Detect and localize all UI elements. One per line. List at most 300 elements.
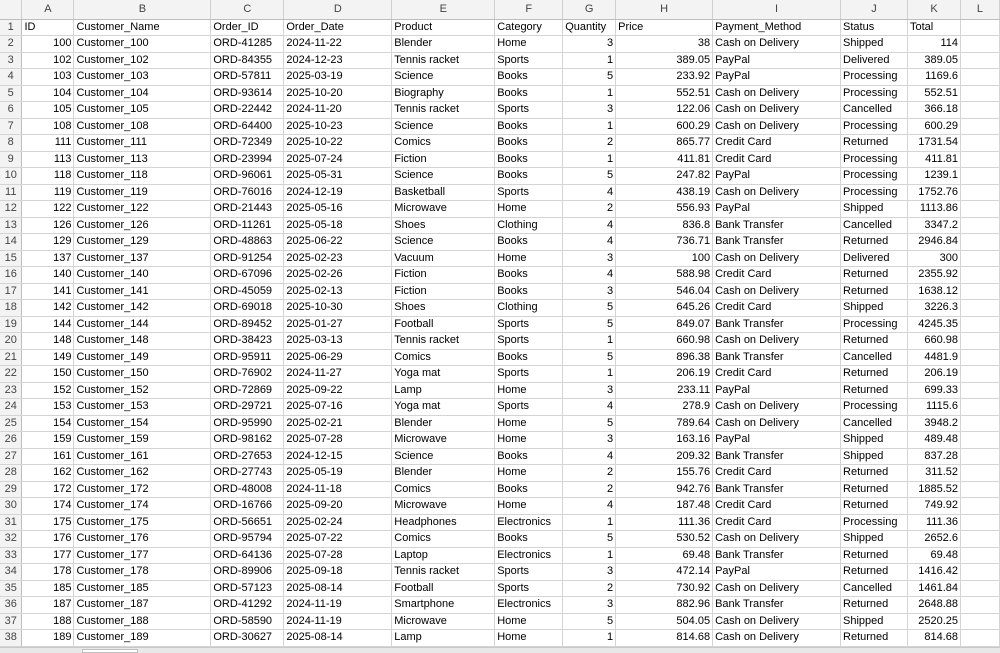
cell[interactable]: Returned [841,465,908,482]
row-header[interactable]: 22 [0,366,22,383]
cell[interactable]: Customer_104 [74,85,211,102]
cell[interactable]: 155.76 [616,465,713,482]
cell[interactable]: Home [495,630,563,647]
cell[interactable] [960,217,999,234]
column-header-d[interactable]: D [284,0,392,19]
cell[interactable]: 660.98 [616,333,713,350]
cell[interactable] [960,382,999,399]
cell[interactable]: 5 [563,613,616,630]
row-header[interactable]: 9 [0,151,22,168]
cell[interactable]: 3 [563,382,616,399]
cell[interactable]: Customer_102 [74,52,211,69]
cell[interactable]: Sports [495,184,563,201]
cell[interactable]: 2024-11-19 [284,597,392,614]
cell[interactable]: 1416.42 [908,564,961,581]
cell[interactable]: 172 [22,481,74,498]
cell[interactable]: 1 [563,118,616,135]
cell[interactable]: 438.19 [616,184,713,201]
cell[interactable]: 5 [563,415,616,432]
cell[interactable]: Books [495,267,563,284]
cell[interactable]: Customer_187 [74,597,211,614]
cell[interactable]: Customer_153 [74,399,211,416]
cell[interactable]: 2025-01-27 [284,316,392,333]
cell[interactable]: 814.68 [616,630,713,647]
cell[interactable]: Shipped [841,432,908,449]
cell[interactable]: 546.04 [616,283,713,300]
cell[interactable]: Clothing [495,300,563,317]
cell[interactable]: Home [495,613,563,630]
cell[interactable]: Customer_161 [74,448,211,465]
row-header[interactable]: 21 [0,349,22,366]
cell[interactable]: 837.28 [908,448,961,465]
cell[interactable]: 111 [22,135,74,152]
row-header[interactable]: 19 [0,316,22,333]
cell[interactable]: 149 [22,349,74,366]
cell[interactable]: Customer_154 [74,415,211,432]
row-header[interactable]: 17 [0,283,22,300]
cell[interactable]: 111.36 [908,514,961,531]
cell[interactable]: Lamp [392,382,495,399]
cell[interactable]: 2025-05-31 [284,168,392,185]
cell[interactable]: ORD-21443 [211,201,284,218]
cell[interactable]: Cash on Delivery [713,85,841,102]
cell[interactable]: Customer_137 [74,250,211,267]
row-header[interactable]: 32 [0,531,22,548]
cell[interactable]: 2025-07-28 [284,547,392,564]
cell[interactable]: Sports [495,366,563,383]
cell[interactable]: Cash on Delivery [713,250,841,267]
cell[interactable]: Processing [841,514,908,531]
cell[interactable]: ORD-57123 [211,580,284,597]
cell[interactable]: 472.14 [616,564,713,581]
cell[interactable]: 38 [616,36,713,53]
row-header[interactable]: 36 [0,597,22,614]
cell[interactable] [960,135,999,152]
cell[interactable]: Price [616,19,713,36]
cell[interactable]: 504.05 [616,613,713,630]
row-header[interactable]: 25 [0,415,22,432]
cell[interactable]: 2024-11-18 [284,481,392,498]
cell[interactable]: Cancelled [841,580,908,597]
cell[interactable]: 113 [22,151,74,168]
cell[interactable]: Yoga mat [392,366,495,383]
cell[interactable]: 2648.88 [908,597,961,614]
row-header[interactable]: 31 [0,514,22,531]
cell[interactable]: ORD-64400 [211,118,284,135]
cell[interactable]: ORD-89452 [211,316,284,333]
cell[interactable]: Shoes [392,300,495,317]
cell[interactable]: Cash on Delivery [713,399,841,416]
cell[interactable]: ORD-27653 [211,448,284,465]
cell[interactable] [960,547,999,564]
cell[interactable]: Home [495,415,563,432]
cell[interactable]: Returned [841,564,908,581]
cell[interactable]: Customer_148 [74,333,211,350]
cell[interactable]: 233.92 [616,69,713,86]
cell[interactable]: 411.81 [908,151,961,168]
cell[interactable]: Returned [841,366,908,383]
cell[interactable]: 2025-02-24 [284,514,392,531]
cell[interactable]: Processing [841,69,908,86]
cell[interactable]: 2024-11-19 [284,613,392,630]
cell[interactable]: 2024-11-27 [284,366,392,383]
cell[interactable]: Processing [841,85,908,102]
cell[interactable]: ORD-96061 [211,168,284,185]
row-header[interactable]: 30 [0,498,22,515]
cell[interactable]: 836.8 [616,217,713,234]
cell[interactable]: Science [392,168,495,185]
horizontal-scrollbar[interactable] [0,647,1000,653]
cell[interactable]: Books [495,283,563,300]
cell[interactable]: Processing [841,316,908,333]
cell[interactable]: Books [495,481,563,498]
cell[interactable]: ORD-76902 [211,366,284,383]
cell[interactable] [960,399,999,416]
cell[interactable]: 175 [22,514,74,531]
cell[interactable]: ORD-38423 [211,333,284,350]
cell[interactable]: Sports [495,333,563,350]
row-header[interactable]: 20 [0,333,22,350]
cell[interactable]: Microwave [392,201,495,218]
cell[interactable]: Shipped [841,531,908,548]
column-header-c[interactable]: C [211,0,284,19]
row-header[interactable]: 14 [0,234,22,251]
cell[interactable]: Credit Card [713,267,841,284]
row-header[interactable]: 6 [0,102,22,119]
cell[interactable]: Basketball [392,184,495,201]
cell[interactable]: 5 [563,168,616,185]
cell[interactable]: Bank Transfer [713,597,841,614]
cell[interactable]: 162 [22,465,74,482]
cell[interactable]: 100 [22,36,74,53]
cell[interactable]: 896.38 [616,349,713,366]
cell[interactable]: PayPal [713,52,841,69]
cell[interactable]: 2025-06-29 [284,349,392,366]
cell[interactable]: 4 [563,498,616,515]
cell[interactable]: 489.48 [908,432,961,449]
cell[interactable]: Science [392,118,495,135]
cell[interactable]: Customer_162 [74,465,211,482]
cell[interactable] [960,613,999,630]
cell[interactable]: 1 [563,52,616,69]
cell[interactable]: Customer_118 [74,168,211,185]
cell[interactable] [960,580,999,597]
cell[interactable]: Electronics [495,597,563,614]
cell[interactable]: Science [392,234,495,251]
cell[interactable]: ORD-23994 [211,151,284,168]
cell[interactable]: Cash on Delivery [713,184,841,201]
cell[interactable]: Credit Card [713,514,841,531]
cell[interactable]: Shipped [841,300,908,317]
column-header-f[interactable]: F [495,0,563,19]
cell[interactable]: 2025-08-14 [284,580,392,597]
cell[interactable]: Customer_141 [74,283,211,300]
cell[interactable]: 2025-10-22 [284,135,392,152]
cell[interactable]: Customer_176 [74,531,211,548]
column-header-a[interactable]: A [22,0,74,19]
cell[interactable] [960,85,999,102]
cell[interactable]: 278.9 [616,399,713,416]
cell[interactable]: 103 [22,69,74,86]
cell[interactable] [960,267,999,284]
cell[interactable]: 600.29 [616,118,713,135]
cell[interactable] [960,481,999,498]
cell[interactable] [960,415,999,432]
cell[interactable]: 530.52 [616,531,713,548]
cell[interactable]: Returned [841,267,908,284]
cell[interactable]: Customer_140 [74,267,211,284]
cell[interactable]: Sports [495,580,563,597]
cell[interactable]: 2025-09-22 [284,382,392,399]
cell[interactable]: ORD-72349 [211,135,284,152]
cell[interactable]: 2 [563,580,616,597]
cell[interactable]: ORD-95990 [211,415,284,432]
cell[interactable]: Comics [392,349,495,366]
cell[interactable]: Cash on Delivery [713,102,841,119]
cell[interactable]: 849.07 [616,316,713,333]
cell[interactable]: 2025-09-18 [284,564,392,581]
cell[interactable]: Electronics [495,514,563,531]
cell[interactable]: Science [392,448,495,465]
cell[interactable] [960,333,999,350]
cell[interactable]: 2024-11-22 [284,36,392,53]
cell[interactable]: PayPal [713,69,841,86]
cell[interactable]: 5 [563,316,616,333]
row-header[interactable]: 33 [0,547,22,564]
cell[interactable]: 2 [563,481,616,498]
cell[interactable]: ORD-45059 [211,283,284,300]
cell[interactable]: ORD-58590 [211,613,284,630]
cell[interactable]: Blender [392,415,495,432]
cell[interactable]: 187.48 [616,498,713,515]
cell[interactable]: 5 [563,300,616,317]
cell[interactable]: ORD-95794 [211,531,284,548]
cell[interactable] [960,201,999,218]
cell[interactable]: Returned [841,333,908,350]
cell[interactable]: Blender [392,36,495,53]
cell[interactable]: Books [495,531,563,548]
cell[interactable]: 2 [563,135,616,152]
cell[interactable]: 4 [563,267,616,284]
cell[interactable]: Vacuum [392,250,495,267]
row-header[interactable]: 16 [0,267,22,284]
row-header[interactable]: 1 [0,19,22,36]
cell[interactable]: 2946.84 [908,234,961,251]
cell[interactable]: Credit Card [713,465,841,482]
cell[interactable]: Returned [841,630,908,647]
scrollbar-thumb[interactable] [82,649,138,653]
cell[interactable]: 1169.6 [908,69,961,86]
cell[interactable] [960,102,999,119]
cell[interactable]: 3 [563,283,616,300]
cell[interactable]: ORD-69018 [211,300,284,317]
row-header[interactable]: 15 [0,250,22,267]
cell[interactable]: 736.71 [616,234,713,251]
cell[interactable]: Customer_103 [74,69,211,86]
cell[interactable]: Home [495,498,563,515]
cell[interactable]: 189 [22,630,74,647]
cell[interactable]: Returned [841,135,908,152]
cell[interactable]: ORD-41285 [211,36,284,53]
cell[interactable]: Customer_105 [74,102,211,119]
cell[interactable]: Returned [841,283,908,300]
row-header[interactable]: 2 [0,36,22,53]
row-header[interactable]: 23 [0,382,22,399]
cell[interactable]: 122 [22,201,74,218]
cell[interactable] [960,514,999,531]
cell[interactable]: Cancelled [841,217,908,234]
cell[interactable]: Home [495,250,563,267]
cell[interactable] [960,300,999,317]
cell[interactable]: Fiction [392,267,495,284]
cell[interactable]: Customer_178 [74,564,211,581]
cell[interactable]: 2025-10-30 [284,300,392,317]
cell[interactable]: Headphones [392,514,495,531]
cell[interactable]: ORD-48863 [211,234,284,251]
cell[interactable]: Customer_159 [74,432,211,449]
cell[interactable]: 588.98 [616,267,713,284]
cell[interactable]: 177 [22,547,74,564]
cell[interactable]: 1 [563,514,616,531]
cell[interactable]: 2025-09-20 [284,498,392,515]
cell[interactable]: 104 [22,85,74,102]
cell[interactable]: 300 [908,250,961,267]
cell[interactable]: 814.68 [908,630,961,647]
cell[interactable] [960,52,999,69]
cell[interactable]: ORD-84355 [211,52,284,69]
cell[interactable]: Customer_152 [74,382,211,399]
cell[interactable]: Laptop [392,547,495,564]
cell[interactable]: 3 [563,102,616,119]
cell[interactable]: 1115.6 [908,399,961,416]
cell[interactable]: 209.32 [616,448,713,465]
cell[interactable]: Sports [495,399,563,416]
cell[interactable]: Customer_188 [74,613,211,630]
cell[interactable]: Science [392,69,495,86]
cell[interactable]: Home [495,432,563,449]
cell[interactable] [960,531,999,548]
cell[interactable]: Smartphone [392,597,495,614]
cell[interactable]: 150 [22,366,74,383]
cell[interactable]: 1 [563,630,616,647]
cell[interactable]: Customer_144 [74,316,211,333]
cell[interactable]: ORD-11261 [211,217,284,234]
cell[interactable]: 159 [22,432,74,449]
cell[interactable]: Returned [841,547,908,564]
cell[interactable]: Tennis racket [392,102,495,119]
cell[interactable]: 69.48 [616,547,713,564]
cell[interactable]: Sports [495,52,563,69]
cell[interactable]: 411.81 [616,151,713,168]
cell[interactable]: Books [495,69,563,86]
cell[interactable]: Cash on Delivery [713,333,841,350]
cell[interactable] [960,118,999,135]
cell[interactable]: 3347.2 [908,217,961,234]
cell[interactable]: Credit Card [713,366,841,383]
cell[interactable]: 730.92 [616,580,713,597]
cell[interactable]: 600.29 [908,118,961,135]
cell[interactable]: Customer_100 [74,36,211,53]
cell[interactable]: Product [392,19,495,36]
cell[interactable]: Books [495,448,563,465]
cell[interactable]: Cash on Delivery [713,580,841,597]
cell[interactable]: Cash on Delivery [713,630,841,647]
cell[interactable]: Microwave [392,432,495,449]
cell[interactable]: Comics [392,135,495,152]
cell[interactable]: PayPal [713,564,841,581]
cell[interactable] [960,366,999,383]
cell[interactable]: 4 [563,399,616,416]
cell[interactable]: 3 [563,564,616,581]
cell[interactable]: Returned [841,234,908,251]
cell[interactable]: 3226.3 [908,300,961,317]
cell[interactable]: 2025-03-13 [284,333,392,350]
cell[interactable]: ORD-29721 [211,399,284,416]
cell[interactable]: Processing [841,168,908,185]
cell[interactable]: 141 [22,283,74,300]
cell[interactable] [960,349,999,366]
row-header[interactable]: 4 [0,69,22,86]
cell[interactable]: 2024-11-20 [284,102,392,119]
cell[interactable]: 1 [563,151,616,168]
row-header[interactable]: 7 [0,118,22,135]
cell[interactable] [960,498,999,515]
cell[interactable]: 2025-05-19 [284,465,392,482]
cell[interactable]: ORD-22442 [211,102,284,119]
cell[interactable]: Order_ID [211,19,284,36]
cell[interactable]: 122.06 [616,102,713,119]
cell[interactable]: 187 [22,597,74,614]
cell[interactable]: Cash on Delivery [713,36,841,53]
cell[interactable]: Cancelled [841,415,908,432]
cell[interactable] [960,36,999,53]
cell[interactable]: 118 [22,168,74,185]
cell[interactable]: 111.36 [616,514,713,531]
cell[interactable]: 2355.92 [908,267,961,284]
cell[interactable]: 389.05 [616,52,713,69]
cell[interactable]: Customer_174 [74,498,211,515]
cell[interactable]: Football [392,580,495,597]
cell[interactable]: 188 [22,613,74,630]
column-header-g[interactable]: G [563,0,616,19]
cell[interactable]: Cash on Delivery [713,531,841,548]
cell[interactable]: 552.51 [616,85,713,102]
cell[interactable]: 2025-03-19 [284,69,392,86]
cell[interactable]: PayPal [713,168,841,185]
cell[interactable]: Books [495,85,563,102]
cell[interactable]: 153 [22,399,74,416]
cell[interactable]: Credit Card [713,151,841,168]
cell[interactable]: Books [495,349,563,366]
cell[interactable]: 2025-07-22 [284,531,392,548]
cell[interactable]: Processing [841,151,908,168]
cell[interactable]: 2025-02-21 [284,415,392,432]
row-header[interactable]: 13 [0,217,22,234]
cell[interactable]: Books [495,168,563,185]
cell[interactable]: Customer_129 [74,234,211,251]
cell[interactable]: 3 [563,250,616,267]
column-header-l[interactable]: L [960,0,999,19]
cell[interactable]: Bank Transfer [713,547,841,564]
cell[interactable]: 2025-02-13 [284,283,392,300]
cell[interactable]: 152 [22,382,74,399]
cell[interactable]: 552.51 [908,85,961,102]
cell[interactable]: 749.92 [908,498,961,515]
column-header-i[interactable]: I [713,0,841,19]
cell[interactable]: 5 [563,531,616,548]
cell[interactable]: Microwave [392,613,495,630]
cell[interactable]: Fiction [392,283,495,300]
